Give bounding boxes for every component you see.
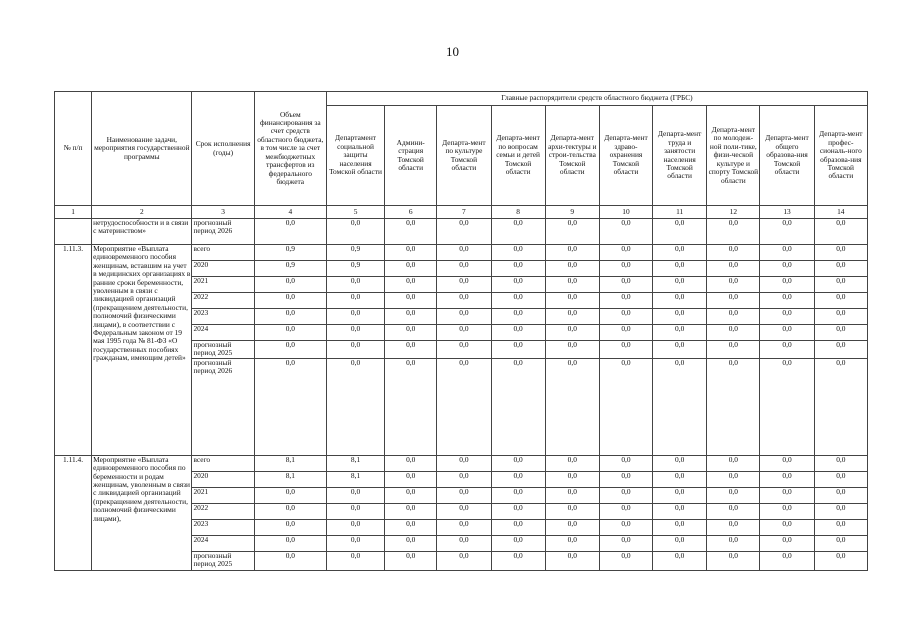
row-value: 0,0 — [385, 261, 437, 277]
row-value: 0,0 — [491, 293, 545, 309]
row-value: 0,0 — [385, 325, 437, 341]
row-term: прогнозный период 2026 — [192, 219, 254, 245]
row-value: 0,0 — [814, 358, 867, 455]
column-number: 14 — [814, 206, 867, 219]
budget-table — [54, 91, 868, 571]
row-value: 0,0 — [814, 455, 867, 471]
row-value: 0,0 — [545, 455, 599, 471]
row-value: 0,0 — [599, 551, 652, 570]
row-value: 0,0 — [599, 503, 652, 519]
column-number: 12 — [707, 206, 760, 219]
row-value: 8,1 — [254, 455, 326, 471]
row-term: 2020 — [192, 261, 254, 277]
row-value: 0,0 — [653, 309, 707, 325]
row-value: 8,1 — [326, 455, 384, 471]
row-value: 0,0 — [326, 293, 384, 309]
row-value: 0,0 — [491, 325, 545, 341]
row-value: 0,0 — [707, 325, 760, 341]
header-grbs-social: Департамент социальной защиты населения Томской области — [326, 106, 384, 206]
row-value: 0,0 — [760, 245, 814, 261]
column-number: 10 — [599, 206, 652, 219]
row-name: Мероприятие «Выплата единовременного пособия женщинам, вставшим на учет в медицинских организациях в ранние сроки беременности, уволенным в связи с ликвидацией организаций (прекращением деятельности, полномочий физическими лицами), в соответствии с Федеральным законом от 19 мая 1995 года № 81-ФЗ «О государственных пособиях гражданам, имеющим детей» — [92, 245, 192, 456]
header-volume: Объем финансирования за счет средств областного бюджета, в том числе за счет межбюджетных трансфертов из федерального бюджета — [254, 92, 326, 206]
row-value: 0,0 — [653, 219, 707, 245]
row-value: 0,0 — [814, 277, 867, 293]
column-number: 13 — [760, 206, 814, 219]
row-value: 0,0 — [814, 261, 867, 277]
row-value: 0,0 — [437, 261, 491, 277]
row-value: 0,0 — [254, 341, 326, 359]
row-value: 0,0 — [760, 487, 814, 503]
row-number — [55, 219, 92, 245]
row-value: 0,0 — [814, 309, 867, 325]
column-number: 6 — [385, 206, 437, 219]
row-term: прогнозный период 2025 — [192, 551, 254, 570]
row-value: 0,0 — [653, 487, 707, 503]
row-name: Мероприятие «Выплата единовременного пособия по беременности и родам женщинам, уволенным в связи с ликвидацией организаций (прекращением деятельности, полномочий физическими лицами), — [92, 455, 192, 570]
row-value: 0,0 — [385, 341, 437, 359]
row-name: нетрудоспособности и в связи с материнством» — [92, 219, 192, 245]
row-value: 0,0 — [385, 487, 437, 503]
header-grbs: Главные распорядители средств областного бюджета (ГРБС) — [326, 92, 867, 106]
row-value: 0,0 — [326, 219, 384, 245]
row-value: 0,0 — [707, 503, 760, 519]
row-value: 0,0 — [599, 455, 652, 471]
row-value: 0,0 — [385, 455, 437, 471]
header-grbs-family: Департа-мент по вопросам семьи и детей Томской области — [491, 106, 545, 206]
row-value: 0,0 — [545, 341, 599, 359]
row-value: 0,0 — [707, 293, 760, 309]
row-value: 0,0 — [437, 277, 491, 293]
table-row — [55, 455, 868, 471]
row-value: 0,0 — [491, 503, 545, 519]
row-value: 0,0 — [814, 551, 867, 570]
row-value: 0,0 — [707, 551, 760, 570]
row-value: 0,0 — [760, 503, 814, 519]
row-value: 0,0 — [653, 471, 707, 487]
row-value: 0,0 — [653, 293, 707, 309]
row-value: 0,0 — [653, 277, 707, 293]
row-term: всего — [192, 455, 254, 471]
row-value: 0,0 — [385, 551, 437, 570]
row-value: 0,0 — [437, 535, 491, 551]
row-value: 0,0 — [326, 358, 384, 455]
row-value: 0,0 — [760, 358, 814, 455]
row-value: 0,0 — [814, 503, 867, 519]
row-value: 0,0 — [491, 309, 545, 325]
row-value: 0,0 — [599, 341, 652, 359]
row-value: 0,0 — [385, 245, 437, 261]
row-number: 1.11.4. — [55, 455, 92, 570]
row-value: 0,0 — [545, 471, 599, 487]
row-value: 0,0 — [385, 219, 437, 245]
row-value: 0,0 — [707, 309, 760, 325]
row-value: 0,0 — [491, 261, 545, 277]
row-value: 0,0 — [437, 219, 491, 245]
row-value: 0,0 — [437, 487, 491, 503]
row-value: 0,0 — [760, 261, 814, 277]
row-value: 0,0 — [653, 551, 707, 570]
row-value: 0,0 — [437, 455, 491, 471]
row-value: 8,1 — [254, 471, 326, 487]
row-value: 0,0 — [385, 535, 437, 551]
row-value: 0,0 — [385, 309, 437, 325]
header-grbs-youth: Департа-мент по молодеж-ной поли-тике, физи-ческой культуре и спорту Томской области — [707, 106, 760, 206]
column-number: 4 — [254, 206, 326, 219]
row-value: 0,0 — [437, 341, 491, 359]
column-number: 3 — [192, 206, 254, 219]
header-no: № п/п — [55, 92, 92, 206]
row-value: 0,9 — [254, 245, 326, 261]
header-grbs-labour: Департа-мент труда и занятости населения Томской области — [653, 106, 707, 206]
row-value: 0,0 — [254, 487, 326, 503]
row-value: 0,0 — [707, 219, 760, 245]
row-value: 0,0 — [707, 358, 760, 455]
row-value: 0,0 — [491, 519, 545, 535]
row-value: 0,9 — [254, 261, 326, 277]
row-value: 0,0 — [385, 277, 437, 293]
row-value: 0,0 — [545, 503, 599, 519]
row-value: 0,0 — [326, 503, 384, 519]
row-value: 0,0 — [326, 551, 384, 570]
row-value: 0,9 — [326, 261, 384, 277]
row-value: 0,0 — [437, 245, 491, 261]
row-value: 0,0 — [254, 219, 326, 245]
column-number: 11 — [653, 206, 707, 219]
row-value: 0,0 — [254, 309, 326, 325]
header-grbs-administration: Админи-страция Томской области — [385, 106, 437, 206]
row-value: 0,0 — [653, 519, 707, 535]
row-value: 0,0 — [545, 277, 599, 293]
row-value: 0,0 — [491, 455, 545, 471]
table-header — [55, 92, 868, 219]
row-value: 0,0 — [254, 293, 326, 309]
row-value: 0,0 — [545, 219, 599, 245]
row-value: 0,0 — [760, 277, 814, 293]
column-number: 1 — [55, 206, 92, 219]
row-value: 0,0 — [545, 519, 599, 535]
row-value: 0,0 — [599, 325, 652, 341]
row-value: 0,0 — [599, 245, 652, 261]
row-number: 1.11.3. — [55, 245, 92, 456]
page-number: 10 — [446, 44, 459, 59]
row-value: 0,0 — [707, 535, 760, 551]
row-value: 0,0 — [814, 341, 867, 359]
row-value: 0,0 — [385, 503, 437, 519]
row-value: 0,0 — [760, 519, 814, 535]
row-value: 0,0 — [437, 503, 491, 519]
row-value: 0,0 — [653, 245, 707, 261]
row-value: 0,0 — [437, 325, 491, 341]
table-row — [55, 219, 868, 245]
row-value: 0,0 — [437, 358, 491, 455]
row-term: 2021 — [192, 487, 254, 503]
row-value: 0,0 — [707, 245, 760, 261]
row-value: 0,0 — [326, 325, 384, 341]
table-body — [55, 219, 868, 571]
column-numbers-row — [55, 206, 868, 219]
row-value: 0,0 — [491, 245, 545, 261]
row-value: 0,0 — [254, 277, 326, 293]
row-value: 0,0 — [599, 487, 652, 503]
column-number: 9 — [545, 206, 599, 219]
row-value: 0,0 — [545, 487, 599, 503]
column-number: 7 — [437, 206, 491, 219]
row-term: 2021 — [192, 277, 254, 293]
row-value: 0,0 — [254, 519, 326, 535]
row-value: 0,0 — [760, 455, 814, 471]
row-term: 2022 — [192, 503, 254, 519]
row-value: 0,0 — [814, 325, 867, 341]
row-value: 0,0 — [707, 261, 760, 277]
row-value: 0,0 — [437, 519, 491, 535]
row-value: 0,0 — [599, 519, 652, 535]
header-grbs-health: Департа-мент здраво-охранения Томской области — [599, 106, 652, 206]
row-value: 0,9 — [326, 245, 384, 261]
header-grbs-culture: Департа-мент по культуре Томской области — [437, 106, 491, 206]
row-value: 0,0 — [326, 519, 384, 535]
row-value: 0,0 — [814, 293, 867, 309]
row-term: всего — [192, 245, 254, 261]
row-value: 0,0 — [491, 219, 545, 245]
column-number: 5 — [326, 206, 384, 219]
row-value: 0,0 — [653, 503, 707, 519]
row-value: 8,1 — [326, 471, 384, 487]
row-term: 2024 — [192, 325, 254, 341]
row-value: 0,0 — [760, 293, 814, 309]
row-value: 0,0 — [814, 535, 867, 551]
header-grbs-general-education: Департа-мент общего образова-ния Томской области — [760, 106, 814, 206]
row-term: 2024 — [192, 535, 254, 551]
row-value: 0,0 — [814, 471, 867, 487]
row-value: 0,0 — [653, 455, 707, 471]
row-value: 0,0 — [385, 293, 437, 309]
row-value: 0,0 — [653, 325, 707, 341]
row-value: 0,0 — [760, 535, 814, 551]
row-value: 0,0 — [760, 219, 814, 245]
row-value: 0,0 — [491, 341, 545, 359]
header-term: Срок исполнения (годы) — [192, 92, 254, 206]
row-value: 0,0 — [254, 325, 326, 341]
row-value: 0,0 — [760, 325, 814, 341]
row-value: 0,0 — [599, 358, 652, 455]
row-value: 0,0 — [326, 277, 384, 293]
row-value: 0,0 — [491, 358, 545, 455]
row-term: 2020 — [192, 471, 254, 487]
row-value: 0,0 — [599, 261, 652, 277]
row-value: 0,0 — [760, 309, 814, 325]
row-value: 0,0 — [385, 358, 437, 455]
row-value: 0,0 — [545, 358, 599, 455]
row-value: 0,0 — [385, 471, 437, 487]
row-value: 0,0 — [707, 487, 760, 503]
header-name: Наименование задачи, мероприятия государственной программы — [92, 92, 192, 206]
header-grbs-architecture: Департа-мент архи-тектуры и строи-тельства Томской области — [545, 106, 599, 206]
row-value: 0,0 — [545, 309, 599, 325]
row-value: 0,0 — [599, 219, 652, 245]
row-value: 0,0 — [491, 535, 545, 551]
row-value: 0,0 — [707, 277, 760, 293]
row-value: 0,0 — [326, 341, 384, 359]
row-value: 0,0 — [653, 535, 707, 551]
row-value: 0,0 — [254, 503, 326, 519]
row-value: 0,0 — [599, 471, 652, 487]
row-value: 0,0 — [545, 261, 599, 277]
row-value: 0,0 — [254, 551, 326, 570]
row-value: 0,0 — [653, 341, 707, 359]
row-value: 0,0 — [326, 309, 384, 325]
row-value: 0,0 — [545, 535, 599, 551]
row-value: 0,0 — [707, 455, 760, 471]
row-value: 0,0 — [545, 293, 599, 309]
row-value: 0,0 — [254, 535, 326, 551]
row-value: 0,0 — [814, 487, 867, 503]
row-value: 0,0 — [814, 245, 867, 261]
table-row — [55, 245, 868, 261]
row-term: прогнозный период 2026 — [192, 358, 254, 455]
row-value: 0,0 — [760, 341, 814, 359]
row-term: 2023 — [192, 309, 254, 325]
row-value: 0,0 — [653, 358, 707, 455]
column-number: 8 — [491, 206, 545, 219]
row-term: 2023 — [192, 519, 254, 535]
row-value: 0,0 — [599, 309, 652, 325]
row-value: 0,0 — [599, 535, 652, 551]
column-number: 2 — [92, 206, 192, 219]
row-value: 0,0 — [760, 551, 814, 570]
row-value: 0,0 — [385, 519, 437, 535]
row-value: 0,0 — [814, 519, 867, 535]
row-value: 0,0 — [491, 471, 545, 487]
row-value: 0,0 — [760, 471, 814, 487]
row-value: 0,0 — [491, 551, 545, 570]
row-value: 0,0 — [545, 551, 599, 570]
row-value: 0,0 — [254, 358, 326, 455]
row-value: 0,0 — [326, 535, 384, 551]
row-value: 0,0 — [707, 471, 760, 487]
row-value: 0,0 — [326, 487, 384, 503]
row-value: 0,0 — [437, 309, 491, 325]
row-value: 0,0 — [437, 471, 491, 487]
row-value: 0,0 — [545, 245, 599, 261]
row-value: 0,0 — [437, 293, 491, 309]
row-value: 0,0 — [545, 325, 599, 341]
row-value: 0,0 — [814, 219, 867, 245]
row-value: 0,0 — [437, 551, 491, 570]
row-value: 0,0 — [491, 487, 545, 503]
row-value: 0,0 — [707, 341, 760, 359]
row-value: 0,0 — [653, 261, 707, 277]
row-value: 0,0 — [599, 293, 652, 309]
row-value: 0,0 — [491, 277, 545, 293]
header-grbs-professional-education: Департа-мент профес-сиональ-ного образова-ния Томской области — [814, 106, 867, 206]
row-term: 2022 — [192, 293, 254, 309]
row-value: 0,0 — [599, 277, 652, 293]
row-term: прогнозный период 2025 — [192, 341, 254, 359]
row-value: 0,0 — [707, 519, 760, 535]
